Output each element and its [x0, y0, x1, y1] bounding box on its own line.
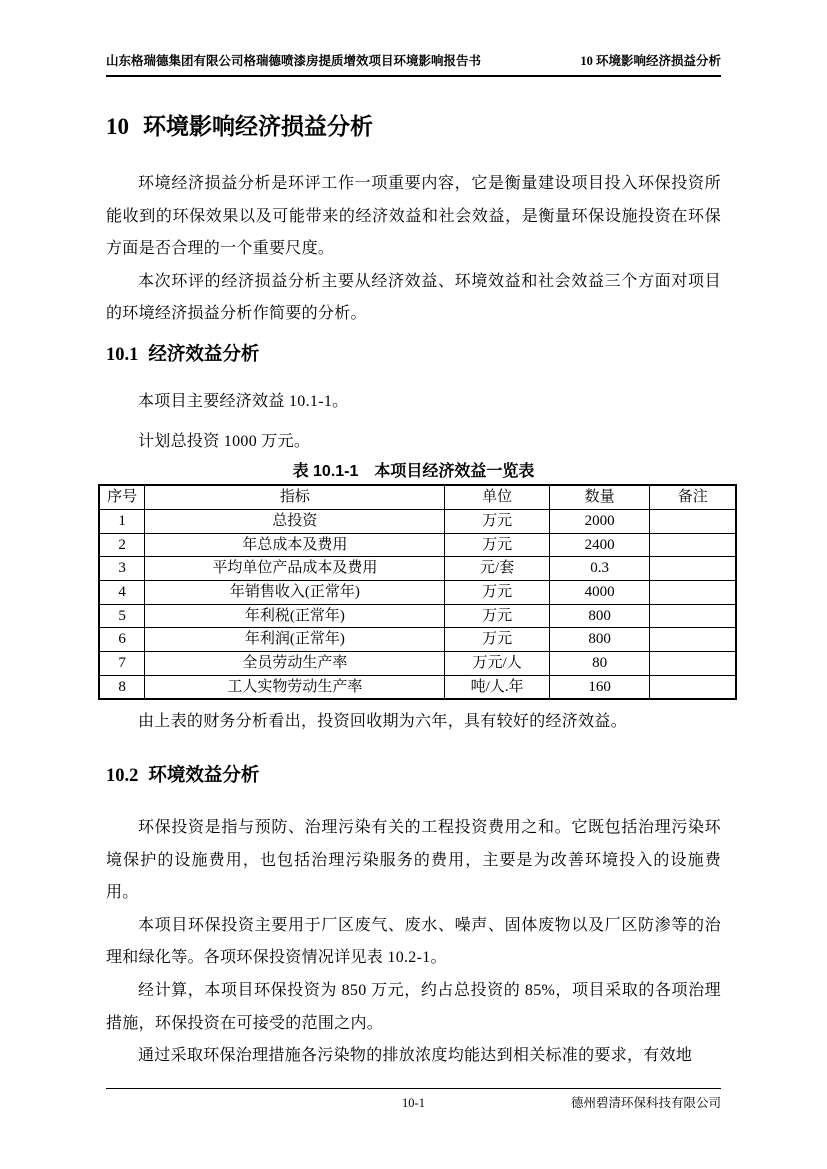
table-cell: 8: [99, 675, 145, 699]
table-cell: 4000: [549, 580, 650, 604]
chapter-title: [106, 111, 721, 142]
section2-paragraph-4: 通过采取环保治理措施各污染物的排放浓度均能达到相关标准的要求，有效地: [138, 1047, 693, 1065]
section2-paragraph-2: 本项目环保投资主要用于厂区废气、废水、噪声、固体废物以及厂区防渗等的治理和绿化等。各项环保投资情况详见表 10.2-1。: [106, 916, 721, 967]
table-cell: 年销售收入(正常年): [145, 580, 445, 604]
header-cell-remark: 备注: [650, 485, 736, 509]
footer-company: 德州碧清环保科技有限公司: [570, 1096, 721, 1110]
table-cell: 2: [99, 533, 145, 557]
section-heading-10-2: [106, 761, 721, 790]
table-cell: 年利润(正常年): [145, 628, 445, 652]
table-cell: [650, 533, 736, 557]
header-cell-unit: 单位: [445, 485, 549, 509]
table-cell: 年总成本及费用: [145, 533, 445, 557]
table-row: [99, 557, 736, 581]
table-cell: [650, 509, 736, 533]
table-cell: 总投资: [145, 509, 445, 533]
section1-paragraph-3: 由上表的财务分析看出，投资回收期为六年，具有较好的经济效益。: [138, 713, 628, 731]
table-cell: 4: [99, 580, 145, 604]
table-cell: 160: [549, 675, 650, 699]
section1-paragraph-1: 本项目主要经济效益 10.1-1。: [138, 392, 349, 410]
table-cell: [650, 580, 736, 604]
table-cell: 6: [99, 628, 145, 652]
table-cell: 2000: [549, 509, 650, 533]
table-row: [99, 651, 736, 675]
header-cell-indicator: 指标: [145, 485, 445, 509]
table-body: [99, 509, 736, 699]
table-row: [99, 509, 736, 533]
table-cell: 全员劳动生产率: [145, 651, 445, 675]
table-cell: 80: [549, 651, 650, 675]
table-cell: 800: [549, 628, 650, 652]
header-cell-index: 序号: [99, 485, 145, 509]
table-row: [99, 675, 736, 699]
section-title-text: 经济效益分析: [148, 342, 260, 364]
section-number: 10.2: [106, 765, 139, 786]
table-cell: 万元/人: [445, 651, 549, 675]
table-cell: 800: [549, 604, 650, 628]
table-cell: [650, 557, 736, 581]
intro-paragraph-2: 本次环评的经济损益分析主要从经济效益、环境效益和社会效益三个方面对项目的环境经济损益分析作简要的分析。: [106, 272, 721, 323]
section-title-text: 环境效益分析: [148, 763, 260, 785]
table-cell: 7: [99, 651, 145, 675]
section-heading-10-1: [106, 340, 721, 369]
running-header-right: 10 环境影响经济损益分析: [580, 54, 721, 68]
page-footer: [106, 1088, 721, 1111]
running-header: [106, 52, 721, 77]
section-number: 10.1: [106, 344, 139, 365]
table-row: [99, 604, 736, 628]
table-cell: 万元: [445, 604, 549, 628]
table-cell: 2400: [549, 533, 650, 557]
table-cell: 年利税(正常年): [145, 604, 445, 628]
table-cell: 1: [99, 509, 145, 533]
table-caption: 表 10.1-1 本项目经济效益一览表: [292, 463, 535, 481]
page-number: 10-1: [402, 1096, 425, 1110]
section2-paragraph-3: 经计算，本项目环保投资为 850 万元，约占总投资的 85%，项目采取的各项治理措施，环保投资在可接受的范围之内。: [106, 981, 721, 1032]
table-cell: [650, 651, 736, 675]
table-cell: 万元: [445, 509, 549, 533]
table-cell: 3: [99, 557, 145, 581]
table-row: [99, 533, 736, 557]
table-cell: 5: [99, 604, 145, 628]
table-row: [99, 580, 736, 604]
chapter-title-text: 环境影响经济损益分析: [143, 113, 373, 139]
table-cell: 0.3: [549, 557, 650, 581]
table-cell: [650, 628, 736, 652]
footer-row: [106, 1095, 721, 1111]
intro-paragraph-1: 环境经济损益分析是环评工作一项重要内容，它是衡量建设项目投入环保投资所能收到的环保效果以及可能带来的经济效益和社会效益，是衡量环保设施投资在环保方面是否合理的一个重要尺度。: [106, 175, 721, 258]
header-cell-quantity: 数量: [549, 485, 650, 509]
table-cell: [650, 675, 736, 699]
table-cell: 元/套: [445, 557, 549, 581]
table-cell: 万元: [445, 580, 549, 604]
running-header-left: 山东格瑞德集团有限公司格瑞德喷漆房提质增效项目环境影响报告书: [106, 54, 482, 68]
chapter-number: 10: [106, 114, 129, 139]
table-cell: [650, 604, 736, 628]
economic-benefits-table: [98, 484, 737, 700]
table-row: [99, 628, 736, 652]
table-cell: 万元: [445, 628, 549, 652]
table-header-row: [99, 485, 736, 509]
table-cell: 平均单位产品成本及费用: [145, 557, 445, 581]
table-cell: 工人实物劳动生产率: [145, 675, 445, 699]
section2-paragraph-1: 环保投资是指与预防、治理污染有关的工程投资费用之和。它既包括治理污染环境保护的设施费用，也包括治理污染服务的费用，主要是为改善环境投入的设施费用。: [106, 818, 721, 902]
table-cell: 万元: [445, 533, 549, 557]
table-cell: 吨/人.年: [445, 675, 549, 699]
section1-paragraph-2: 计划总投资 1000 万元。: [138, 432, 311, 450]
